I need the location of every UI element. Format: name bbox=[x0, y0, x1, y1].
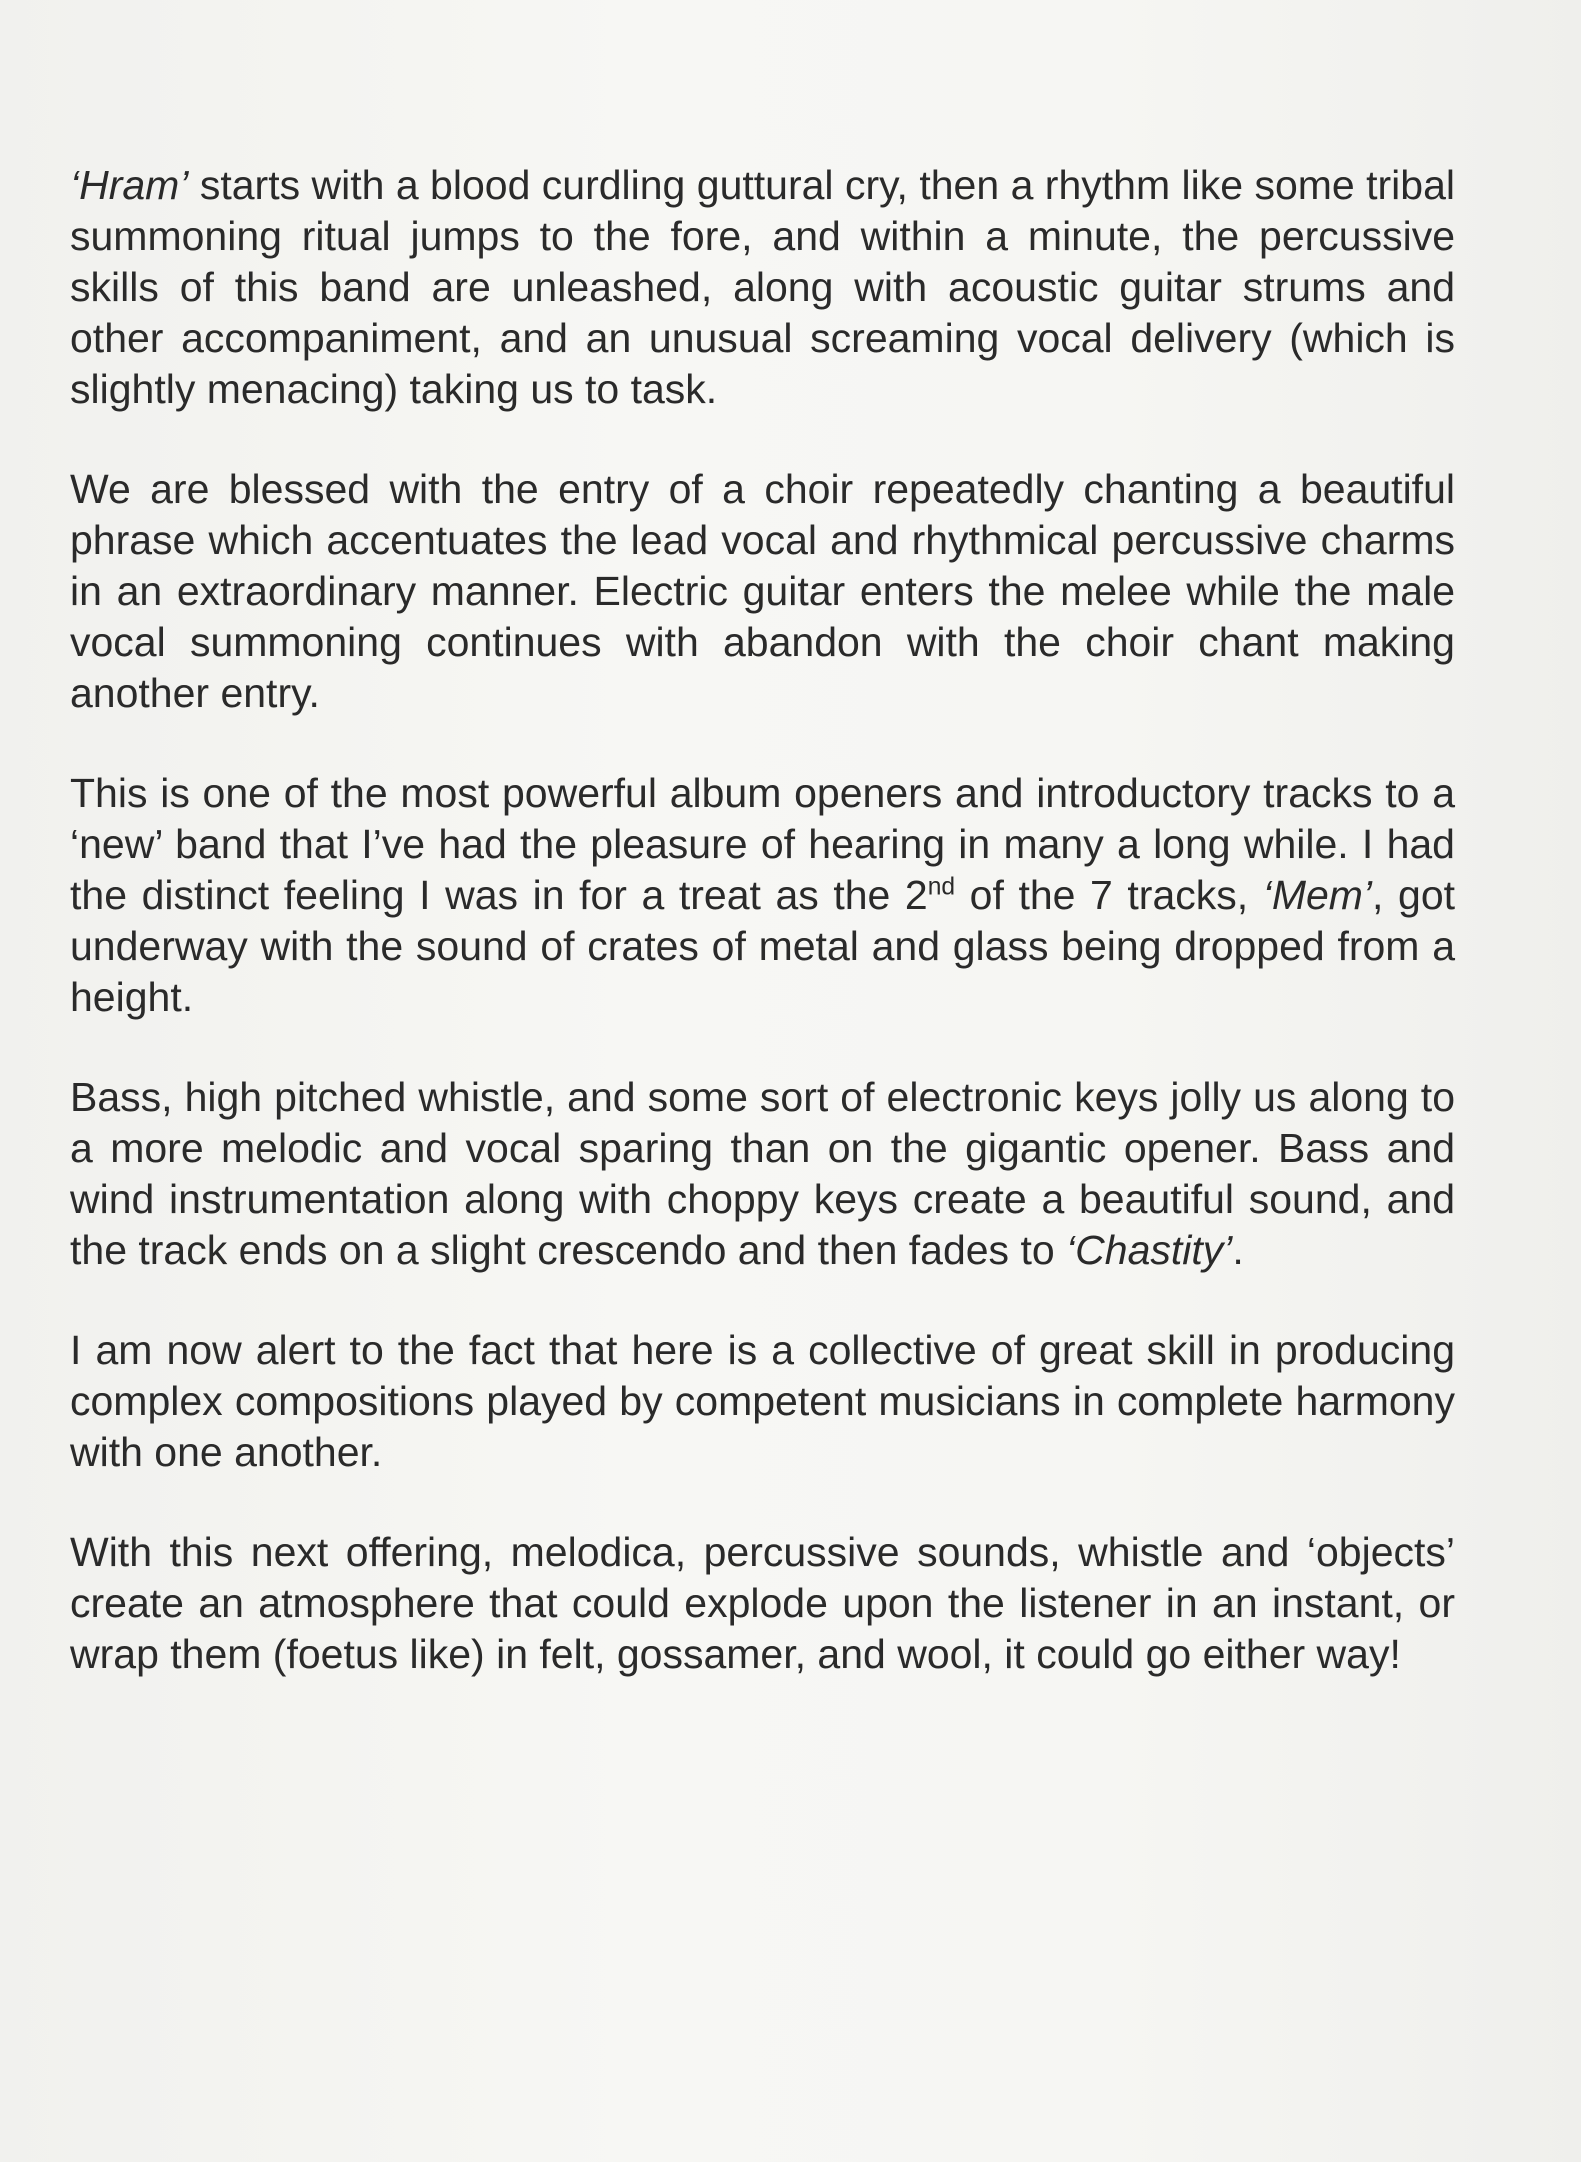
paragraph-text: , got underway with the sound of crates of metal and glass being dropped from a height. bbox=[70, 872, 1456, 1020]
superscript-text: nd bbox=[927, 873, 956, 901]
paragraph-text: This is one of the most powerful album openers and introductory tracks to a ‘new’ band that I’ve had the pleasure of hearing in many a long while. I had the distinct feeling I was in for a treat as the 2 bbox=[70, 770, 1455, 918]
paragraph-text: Bass, high pitched whistle, and some sort of electronic keys jolly us along to a more melodic and vocal sparing than on the gigantic opener. Bass and wind instrumentation along with choppy keys create a beautiful sound, and the track ends on a slight crescendo and then fades to bbox=[70, 1074, 1455, 1273]
paragraph-text: We are blessed with the entry of a choir repeatedly chanting a beautiful phrase which accentuates the lead vocal and rhythmical percussive charms in an extraordinary manner. Electric guitar enters the melee while the male vocal summoning continues with abandon with the choir chant making another entry. bbox=[70, 466, 1455, 716]
paragraph bbox=[70, 464, 1455, 719]
paragraph bbox=[70, 768, 1455, 1023]
paragraph-text: . bbox=[1232, 1227, 1244, 1273]
paragraph bbox=[70, 1072, 1455, 1276]
italic-title: ‘Hram’ bbox=[70, 162, 189, 208]
paragraph bbox=[70, 1325, 1455, 1478]
article-body bbox=[70, 160, 1455, 1680]
italic-title: ‘Mem’ bbox=[1262, 872, 1373, 918]
paragraph-text: I am now alert to the fact that here is a collective of great skill in producing complex compositions played by competent musicians in complete harmony with one another. bbox=[70, 1327, 1455, 1475]
paragraph bbox=[70, 1527, 1455, 1680]
paragraph-text: starts with a blood curdling guttural cry, then a rhythm like some tribal summoning ritual jumps to the fore, and within a minute, the percussive skills of this band are unleashed, along with acoustic guitar strums and other accompaniment, and an unusual screaming vocal delivery (which is slightly menacing) taking us to task. bbox=[70, 162, 1455, 412]
paragraph-text: of the 7 tracks, bbox=[955, 872, 1263, 918]
paragraph bbox=[70, 160, 1455, 415]
italic-title: ‘Chastity’ bbox=[1066, 1227, 1233, 1273]
paragraph-text: With this next offering, melodica, percussive sounds, whistle and ‘objects’ create an atmosphere that could explode upon the listener in an instant, or wrap them (foetus like) in felt, gossamer, and wool, it could go either way! bbox=[70, 1529, 1455, 1677]
